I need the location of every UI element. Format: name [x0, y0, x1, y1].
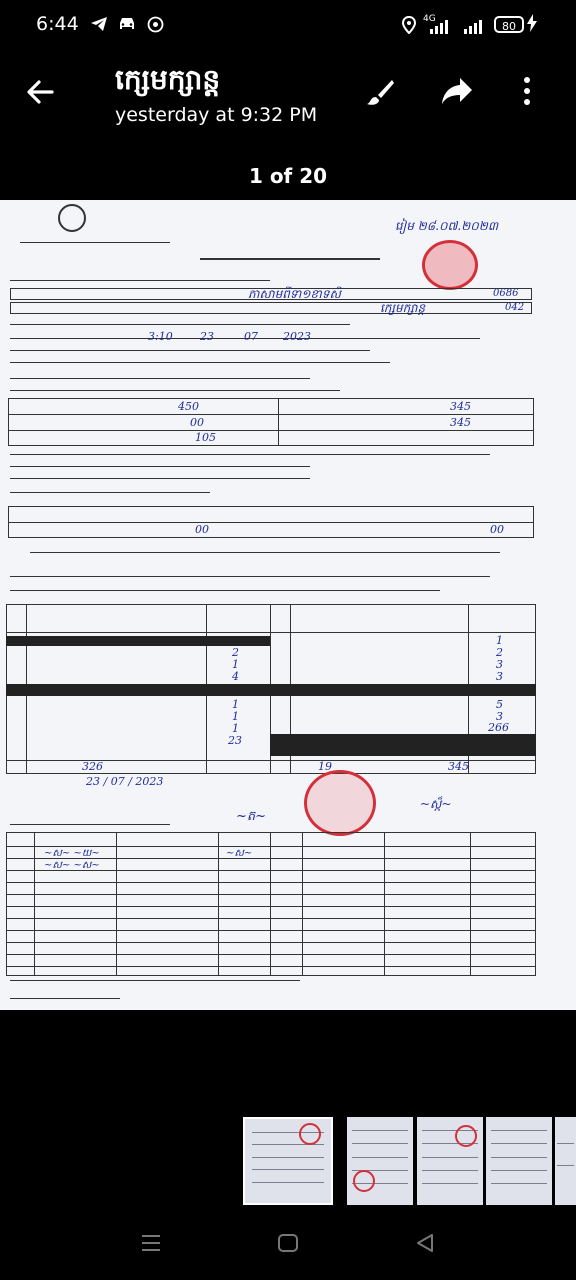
nav-back-button[interactable]: [414, 1232, 436, 1258]
count-00c: 00: [490, 523, 504, 536]
photo-counter: 1 of 20: [248, 164, 328, 188]
right-row-1-value: 1: [496, 634, 503, 647]
date-d: 2023: [283, 330, 311, 343]
recent-apps-button[interactable]: [140, 1232, 162, 1258]
total-326: 326: [82, 760, 103, 773]
count-00: 00: [190, 416, 204, 429]
more-vert-icon: [522, 76, 532, 106]
signature-right: ~ស្ក៏~: [420, 797, 452, 811]
brush-icon: [364, 76, 396, 108]
right-row-6-value: 5: [496, 698, 503, 711]
row-4-value: 4: [232, 670, 239, 683]
edit-button[interactable]: [364, 76, 404, 116]
menu-lines-icon: [140, 1232, 162, 1254]
back-button[interactable]: [24, 76, 68, 116]
battery-icon: 80: [494, 16, 524, 33]
row-3-value: 1: [232, 658, 239, 671]
row-6-value: 1: [232, 698, 239, 711]
date-b: 23: [200, 330, 214, 343]
forward-icon: [440, 76, 474, 106]
thumbnail-current[interactable]: [243, 1117, 333, 1205]
thumbnail-5[interactable]: [555, 1117, 576, 1205]
status-bar: [0, 0, 576, 52]
official-seal-icon: [304, 770, 376, 836]
thumbnail-4[interactable]: [486, 1117, 552, 1205]
code-a: 0686: [493, 288, 519, 299]
red-stamp-icon: [422, 240, 478, 290]
row-8-value: 1: [232, 722, 239, 735]
name-top: ភាសាមពីទា១ខាទសិ: [248, 287, 341, 301]
back-triangle-icon: [414, 1232, 436, 1254]
count-105: 105: [195, 431, 216, 444]
right-row-7-value: 3: [496, 710, 503, 723]
document-photo[interactable]: [0, 200, 576, 1010]
signature-left: ~ត~: [236, 809, 267, 824]
member-1: ~ស~ ~យ~: [44, 848, 100, 859]
row-2-value: 2: [232, 646, 239, 659]
count-345: 345: [450, 400, 471, 413]
right-row-2-value: 2: [496, 646, 503, 659]
back-arrow-icon: [24, 76, 56, 108]
code-b: 042: [505, 302, 525, 313]
member-2: ~ស~ ~ស~: [44, 860, 100, 871]
emblem-icon: [58, 204, 86, 232]
date-a: 3:10: [148, 330, 173, 343]
count-345b: 345: [450, 416, 471, 429]
share-button[interactable]: [440, 76, 484, 116]
right-row-3-value: 3: [496, 658, 503, 671]
date-c: 07: [244, 330, 258, 343]
home-square-icon: [277, 1232, 299, 1254]
charging-icon: [527, 14, 537, 36]
signal-icon-2: [462, 20, 488, 38]
location-icon: [402, 16, 416, 38]
row-9-value: 23: [228, 734, 242, 747]
home-button[interactable]: [277, 1232, 299, 1258]
total-19: 19: [318, 760, 332, 773]
commune: ក្សេមក្សាន្ត: [380, 301, 426, 315]
vpn-icon: [147, 16, 164, 37]
total-345: 345: [448, 760, 469, 773]
telegram-icon: [90, 16, 108, 36]
network-type: 4G: [423, 14, 436, 24]
clock: 6:44: [36, 13, 79, 35]
row-7-value: 1: [232, 710, 239, 723]
stamp-note: រៀម​ ២៨.០៧.២០២៣: [395, 219, 499, 233]
right-row-4-value: 3: [496, 670, 503, 683]
thumbnail-3[interactable]: [417, 1117, 483, 1205]
count-450: 450: [178, 400, 199, 413]
car-icon: [117, 16, 137, 36]
signal-icon: [424, 20, 454, 38]
right-row-8-value: 266: [488, 721, 509, 734]
thumbnail-2[interactable]: [347, 1117, 413, 1205]
more-options-button[interactable]: [522, 76, 554, 116]
sign-date: 23 / 07 / 2023: [86, 775, 164, 788]
media-timestamp: yesterday at 9:32 PM: [115, 104, 318, 126]
count-00b: 00: [195, 523, 209, 536]
chat-title: ក្សេមក្សាន្ត: [115, 63, 221, 96]
member-sign: ~ស~: [226, 848, 253, 859]
